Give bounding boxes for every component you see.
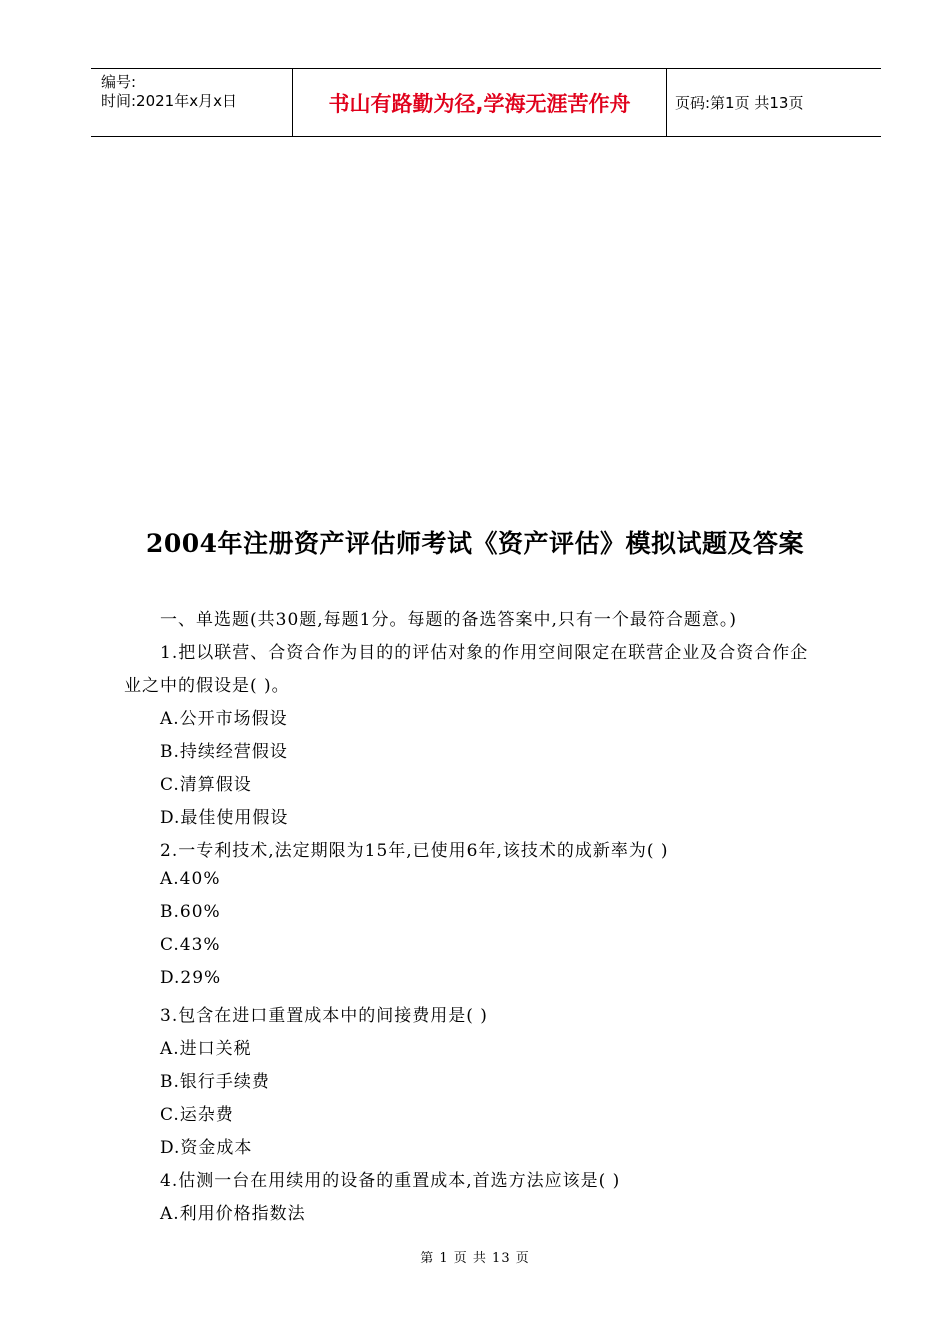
option-1c: C.清算假设 — [160, 775, 252, 795]
number-label: 编号: — [101, 73, 137, 91]
option-3b: B.银行手续费 — [160, 1072, 270, 1092]
date-label: 时间:2021年x月x日 — [101, 92, 237, 110]
question-3: 3.包含在进口重置成本中的间接费用是( ) — [160, 1006, 488, 1026]
option-2d: D.29% — [160, 968, 222, 988]
option-2c: C.43% — [160, 935, 221, 955]
header-meta — [91, 69, 292, 136]
page-header — [91, 68, 881, 137]
page-footer: 第 1 页 共 13 页 — [420, 1251, 530, 1266]
page-label: 页码:第1页 共13页 — [675, 94, 804, 112]
question-2: 2.一专利技术,法定期限为15年,已使用6年,该技术的成新率为( ) — [160, 841, 669, 861]
option-1a: A.公开市场假设 — [160, 709, 288, 729]
option-2b: B.60% — [160, 902, 221, 922]
header-motto: 书山有路勤为径,学海无涯苦作舟 — [292, 69, 667, 136]
question-4: 4.估测一台在用续用的设备的重置成本,首选方法应该是( ) — [160, 1171, 621, 1191]
option-3d: D.资金成本 — [160, 1138, 253, 1158]
option-1d: D.最佳使用假设 — [160, 808, 289, 828]
option-3c: C.运杂费 — [160, 1105, 234, 1125]
option-2a: A.40% — [160, 869, 221, 889]
header-page-info — [667, 69, 881, 136]
option-1b: B.持续经营假设 — [160, 742, 288, 762]
option-3a: A.进口关税 — [160, 1039, 252, 1059]
question-1-cont: 业之中的假设是( )。 — [124, 676, 290, 696]
option-4a: A.利用价格指数法 — [160, 1204, 306, 1224]
document-title: 2004年注册资产评估师考试《资产评估》模拟试题及答案 — [145, 529, 805, 558]
section-heading: 一、单选题(共30题,每题1分。每题的备选答案中,只有一个最符合题意。) — [160, 610, 738, 630]
question-1: 1.把以联营、合资合作为目的的评估对象的作用空间限定在联营企业及合资合作企 — [160, 643, 809, 663]
